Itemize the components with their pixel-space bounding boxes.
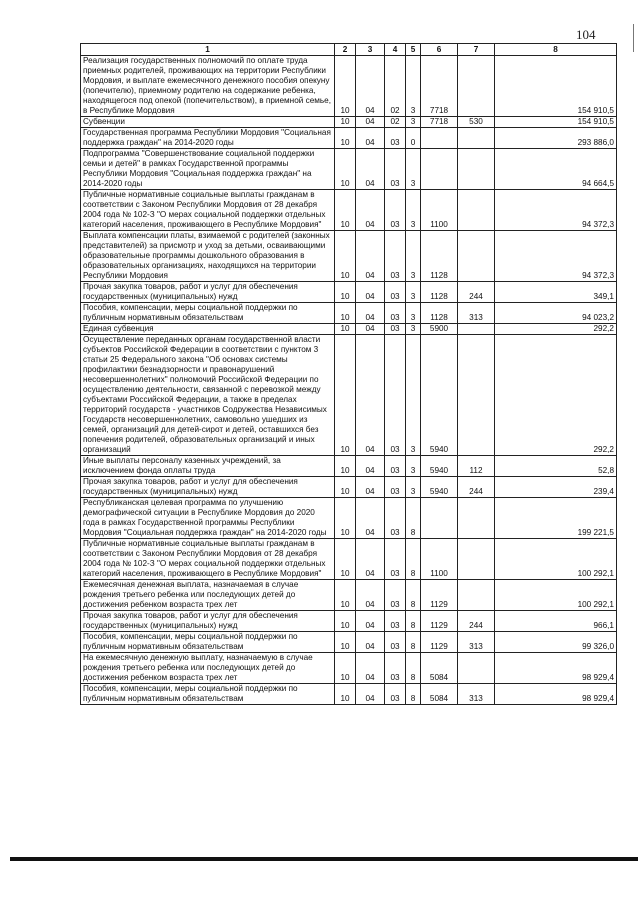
- table-row: [81, 335, 617, 456]
- table-row: [81, 190, 617, 231]
- subsection-code-cell: 04: [356, 580, 385, 611]
- item-name-cell: Пособия, компенсации, меры социальной поддержки по публичным нормативным обязательствам: [81, 303, 335, 324]
- expense-type-code-cell: 244: [458, 611, 495, 632]
- target-article-code-cell: 1100: [421, 539, 458, 580]
- section-code-cell: 10: [335, 684, 356, 705]
- item-name-cell: Публичные нормативные социальные выплаты гражданам в соответствии с Законом Республики Мордовия от 28 декабря 2004 года № 102-З "О мерах социальной поддержки отдельных категорий населения, проживающего в Республике Мордовия": [81, 539, 335, 580]
- expense-type-code-cell: [458, 498, 495, 539]
- header-row: [81, 44, 617, 56]
- subprogram-code-cell: 3: [406, 149, 421, 190]
- expense-type-code-cell: [458, 335, 495, 456]
- subsection-code-cell: 04: [356, 231, 385, 282]
- expense-type-code-cell: [458, 149, 495, 190]
- amount-cell: 100 292,1: [495, 580, 617, 611]
- table-row: [81, 117, 617, 128]
- amount-cell: 199 221,5: [495, 498, 617, 539]
- amount-cell: 94 372,3: [495, 190, 617, 231]
- budget-table: [80, 43, 617, 705]
- section-code-cell: 10: [335, 324, 356, 335]
- section-code-cell: 10: [335, 456, 356, 477]
- program-code-cell: 03: [385, 190, 406, 231]
- subprogram-code-cell: 3: [406, 456, 421, 477]
- table-row: [81, 684, 617, 705]
- subprogram-code-cell: 3: [406, 303, 421, 324]
- subsection-code-cell: 04: [356, 684, 385, 705]
- amount-cell: 100 292,1: [495, 539, 617, 580]
- table-row: [81, 303, 617, 324]
- column-header: 2: [335, 44, 356, 56]
- section-code-cell: 10: [335, 611, 356, 632]
- program-code-cell: 03: [385, 456, 406, 477]
- amount-cell: 154 910,5: [495, 56, 617, 117]
- subsection-code-cell: 04: [356, 303, 385, 324]
- section-code-cell: 10: [335, 282, 356, 303]
- subprogram-code-cell: 0: [406, 128, 421, 149]
- margin-mark: [633, 24, 634, 52]
- target-article-code-cell: 5940: [421, 335, 458, 456]
- column-header: 7: [458, 44, 495, 56]
- program-code-cell: 02: [385, 56, 406, 117]
- subsection-code-cell: 04: [356, 324, 385, 335]
- amount-cell: 292,2: [495, 324, 617, 335]
- subsection-code-cell: 04: [356, 149, 385, 190]
- target-article-code-cell: 1129: [421, 611, 458, 632]
- amount-cell: 94 023,2: [495, 303, 617, 324]
- program-code-cell: 03: [385, 632, 406, 653]
- program-code-cell: 03: [385, 282, 406, 303]
- item-name-cell: Пособия, компенсации, меры социальной поддержки по публичным нормативным обязательствам: [81, 684, 335, 705]
- item-name-cell: Субвенции: [81, 117, 335, 128]
- subprogram-code-cell: 8: [406, 632, 421, 653]
- subsection-code-cell: 04: [356, 56, 385, 117]
- subprogram-code-cell: 3: [406, 282, 421, 303]
- column-header: 4: [385, 44, 406, 56]
- column-header: 6: [421, 44, 458, 56]
- target-article-code-cell: 5084: [421, 684, 458, 705]
- section-code-cell: 10: [335, 149, 356, 190]
- section-code-cell: 10: [335, 498, 356, 539]
- subprogram-code-cell: 3: [406, 231, 421, 282]
- program-code-cell: 02: [385, 117, 406, 128]
- subprogram-code-cell: 3: [406, 335, 421, 456]
- subprogram-code-cell: 8: [406, 653, 421, 684]
- subprogram-code-cell: 3: [406, 117, 421, 128]
- subsection-code-cell: 04: [356, 653, 385, 684]
- target-article-code-cell: 1129: [421, 632, 458, 653]
- item-name-cell: Прочая закупка товаров, работ и услуг для обеспечения государственных (муниципальных) нужд: [81, 611, 335, 632]
- section-code-cell: 10: [335, 477, 356, 498]
- section-code-cell: 10: [335, 580, 356, 611]
- program-code-cell: 03: [385, 149, 406, 190]
- subsection-code-cell: 04: [356, 611, 385, 632]
- amount-cell: 966,1: [495, 611, 617, 632]
- subprogram-code-cell: 3: [406, 324, 421, 335]
- table-row: [81, 611, 617, 632]
- table-row: [81, 282, 617, 303]
- program-code-cell: 03: [385, 303, 406, 324]
- column-header: 1: [81, 44, 335, 56]
- program-code-cell: 03: [385, 477, 406, 498]
- amount-cell: 292,2: [495, 335, 617, 456]
- section-code-cell: 10: [335, 190, 356, 231]
- subsection-code-cell: 04: [356, 539, 385, 580]
- subsection-code-cell: 04: [356, 456, 385, 477]
- table-row: [81, 56, 617, 117]
- amount-cell: 154 910,5: [495, 117, 617, 128]
- amount-cell: 349,1: [495, 282, 617, 303]
- section-code-cell: 10: [335, 335, 356, 456]
- expense-type-code-cell: [458, 56, 495, 117]
- program-code-cell: 03: [385, 684, 406, 705]
- program-code-cell: 03: [385, 324, 406, 335]
- expense-type-code-cell: 244: [458, 282, 495, 303]
- amount-cell: 94 372,3: [495, 231, 617, 282]
- target-article-code-cell: 5940: [421, 456, 458, 477]
- subsection-code-cell: 04: [356, 477, 385, 498]
- subprogram-code-cell: 8: [406, 611, 421, 632]
- expense-type-code-cell: [458, 580, 495, 611]
- expense-type-code-cell: 530: [458, 117, 495, 128]
- bottom-rule: [10, 857, 638, 861]
- amount-cell: 94 664,5: [495, 149, 617, 190]
- program-code-cell: 03: [385, 580, 406, 611]
- table-row: [81, 231, 617, 282]
- section-code-cell: 10: [335, 632, 356, 653]
- program-code-cell: 03: [385, 231, 406, 282]
- table-row: [81, 324, 617, 335]
- target-article-code-cell: [421, 498, 458, 539]
- expense-type-code-cell: [458, 539, 495, 580]
- subsection-code-cell: 04: [356, 190, 385, 231]
- section-code-cell: 10: [335, 128, 356, 149]
- column-header: 5: [406, 44, 421, 56]
- amount-cell: 99 326,0: [495, 632, 617, 653]
- target-article-code-cell: 7718: [421, 56, 458, 117]
- table-row: [81, 149, 617, 190]
- section-code-cell: 10: [335, 231, 356, 282]
- program-code-cell: 03: [385, 653, 406, 684]
- program-code-cell: 03: [385, 539, 406, 580]
- target-article-code-cell: 5900: [421, 324, 458, 335]
- item-name-cell: Государственная программа Республики Мордовия "Социальная поддержка граждан" на 2014-2020 годы: [81, 128, 335, 149]
- subprogram-code-cell: 3: [406, 190, 421, 231]
- section-code-cell: 10: [335, 539, 356, 580]
- expense-type-code-cell: [458, 231, 495, 282]
- subsection-code-cell: 04: [356, 282, 385, 303]
- expense-type-code-cell: 112: [458, 456, 495, 477]
- target-article-code-cell: 1100: [421, 190, 458, 231]
- section-code-cell: 10: [335, 117, 356, 128]
- subprogram-code-cell: 8: [406, 580, 421, 611]
- item-name-cell: Пособия, компенсации, меры социальной поддержки по публичным нормативным обязательствам: [81, 632, 335, 653]
- expense-type-code-cell: 244: [458, 477, 495, 498]
- item-name-cell: Публичные нормативные социальные выплаты гражданам в соответствии с Законом Республики Мордовия от 28 декабря 2004 года № 102-З "О мерах социальной поддержки отдельных категорий населения, проживающего в Республике Мордовия": [81, 190, 335, 231]
- program-code-cell: 03: [385, 128, 406, 149]
- target-article-code-cell: [421, 128, 458, 149]
- expense-type-code-cell: [458, 653, 495, 684]
- target-article-code-cell: 1128: [421, 303, 458, 324]
- expense-type-code-cell: 313: [458, 303, 495, 324]
- table-row: [81, 477, 617, 498]
- table-body: [81, 56, 617, 705]
- section-code-cell: 10: [335, 653, 356, 684]
- table-row: [81, 456, 617, 477]
- expense-type-code-cell: [458, 128, 495, 149]
- subprogram-code-cell: 8: [406, 684, 421, 705]
- table-row: [81, 539, 617, 580]
- target-article-code-cell: 5940: [421, 477, 458, 498]
- page-number: 104: [576, 27, 596, 42]
- amount-cell: 293 886,0: [495, 128, 617, 149]
- item-name-cell: Прочая закупка товаров, работ и услуг для обеспечения государственных (муниципальных) нужд: [81, 282, 335, 303]
- table-row: [81, 580, 617, 611]
- subsection-code-cell: 04: [356, 128, 385, 149]
- subprogram-code-cell: 3: [406, 477, 421, 498]
- amount-cell: 98 929,4: [495, 653, 617, 684]
- subsection-code-cell: 04: [356, 498, 385, 539]
- program-code-cell: 03: [385, 611, 406, 632]
- item-name-cell: Ежемесячная денежная выплата, назначаемая в случае рождения третьего ребенка или последующих детей до достижения ребенком возраста трех лет: [81, 580, 335, 611]
- item-name-cell: Осуществление переданных органам государственной власти субъектов Российской Федерации в соответствии с пунктом 3 статьи 25 Федерального закона "Об основах системы профилактики безнадзорности и правонарушений несовершеннолетних" полномочий Российской Федерации по осуществлению деятельности, связанной с перевозкой между субъектами Российской Федерации, а также в пределах территорий государств - участников Содружества Независимых Государств несовершеннолетних, самовольно ушедших из семей, организаций для детей-сирот и детей, оставшихся без попечения родителей, образовательных организаций и иных организаций: [81, 335, 335, 456]
- section-code-cell: 10: [335, 303, 356, 324]
- item-name-cell: Республиканская целевая программа по улучшению демографической ситуации в Республике Мордовия до 2020 года в рамках Государственной программы Республики Мордовия "Социальная поддержка граждан" на 2014-2020 годы: [81, 498, 335, 539]
- expense-type-code-cell: 313: [458, 632, 495, 653]
- table-row: [81, 653, 617, 684]
- expense-type-code-cell: [458, 190, 495, 231]
- table-row: [81, 498, 617, 539]
- column-header: 8: [495, 44, 617, 56]
- item-name-cell: Единая субвенция: [81, 324, 335, 335]
- target-article-code-cell: 7718: [421, 117, 458, 128]
- amount-cell: 239,4: [495, 477, 617, 498]
- target-article-code-cell: 1129: [421, 580, 458, 611]
- target-article-code-cell: 5084: [421, 653, 458, 684]
- table-row: [81, 128, 617, 149]
- item-name-cell: Выплата компенсации платы, взимаемой с родителей (законных представителей) за присмотр и уход за детьми, осваивающими образовательные программы дошкольного образования в образовательных организациях, находящихся на территории Республики Мордовия: [81, 231, 335, 282]
- item-name-cell: На ежемесячную денежную выплату, назначаемую в случае рождения третьего ребенка или последующих детей до достижения ребенком возраста трех лет: [81, 653, 335, 684]
- item-name-cell: Подпрограмма "Совершенствование социальной поддержки семьи и детей" в рамках Государственной программы Республики Мордовия "Социальная поддержка граждан" на 2014-2020 годы: [81, 149, 335, 190]
- item-name-cell: Реализация государственных полномочий по оплате труда приемных родителей, проживающих на территории Республики Мордовия, и выплате ежемесячного денежного пособия опекуну (попечителю), приемному родителю на содержание ребенка, находящегося под опекой (попечительством), в приемной семье, в Республике Мордовия: [81, 56, 335, 117]
- target-article-code-cell: 1128: [421, 231, 458, 282]
- program-code-cell: 03: [385, 498, 406, 539]
- subsection-code-cell: 04: [356, 632, 385, 653]
- amount-cell: 52,8: [495, 456, 617, 477]
- subprogram-code-cell: 3: [406, 56, 421, 117]
- expense-type-code-cell: [458, 324, 495, 335]
- subsection-code-cell: 04: [356, 335, 385, 456]
- target-article-code-cell: 1128: [421, 282, 458, 303]
- section-code-cell: 10: [335, 56, 356, 117]
- subprogram-code-cell: 8: [406, 539, 421, 580]
- subprogram-code-cell: 8: [406, 498, 421, 539]
- amount-cell: 98 929,4: [495, 684, 617, 705]
- table-row: [81, 632, 617, 653]
- subsection-code-cell: 04: [356, 117, 385, 128]
- program-code-cell: 03: [385, 335, 406, 456]
- item-name-cell: Прочая закупка товаров, работ и услуг для обеспечения государственных (муниципальных) нужд: [81, 477, 335, 498]
- expense-type-code-cell: 313: [458, 684, 495, 705]
- target-article-code-cell: [421, 149, 458, 190]
- item-name-cell: Иные выплаты персоналу казенных учреждений, за исключением фонда оплаты труда: [81, 456, 335, 477]
- column-header: 3: [356, 44, 385, 56]
